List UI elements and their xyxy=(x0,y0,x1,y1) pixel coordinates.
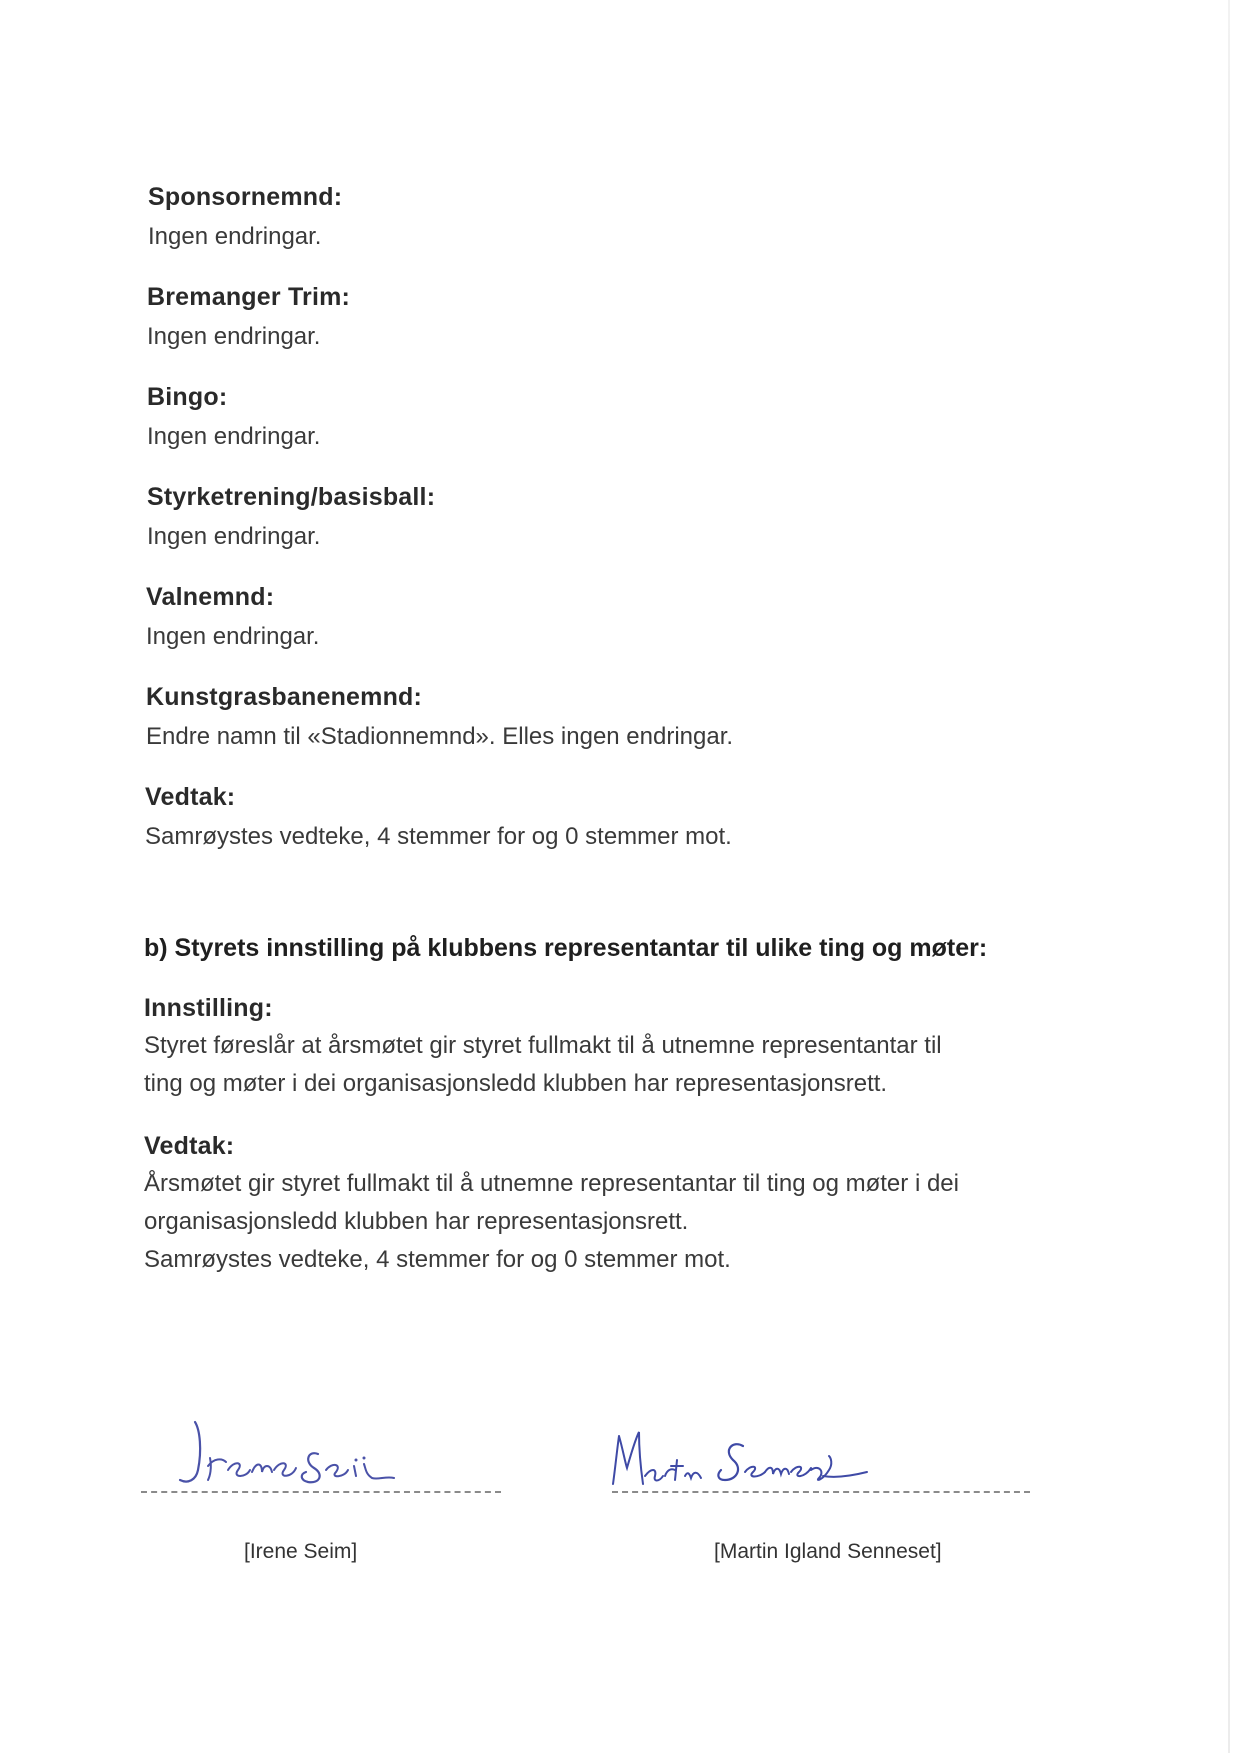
section-heading: Bremanger Trim: xyxy=(147,283,351,311)
signature-line xyxy=(612,1491,1030,1493)
section-text: Samrøystes vedteke, 4 stemmer for og 0 stemmer mot. xyxy=(145,823,732,850)
section-heading: Sponsornemnd: xyxy=(148,183,343,211)
section-bremanger-trim xyxy=(147,283,350,356)
handwritten-signature-irene xyxy=(150,1410,410,1500)
signature-printed-name: [Martin Igland Senneset] xyxy=(714,1540,942,1563)
section-text: Ingen endringar. xyxy=(147,423,321,450)
innstilling-heading: Innstilling: xyxy=(144,994,273,1022)
section-text: Endre namn til «Stadionnemnd». Elles ingen endringar. xyxy=(146,723,734,750)
section-text: Ingen endringar. xyxy=(146,623,320,650)
vedtak-line: organisasjonsledd klubben har representasjonsrett. xyxy=(144,1208,689,1235)
part-b-title: b) Styrets innstilling på klubbens representantar til ulike ting og møter: xyxy=(144,934,988,962)
section-heading: Styrketrening/basisball: xyxy=(147,483,436,511)
signature-line xyxy=(141,1491,501,1493)
vedtak-line: Årsmøtet gir styret fullmakt til å utnemne representantar til ting og møter i dei xyxy=(144,1170,959,1197)
innstilling-line: ting og møter i dei organisasjonsledd klubben har representasjonsrett. xyxy=(144,1070,888,1097)
section-text: Ingen endringar. xyxy=(147,323,321,350)
section-valnemnd xyxy=(146,583,319,656)
vedtak-line: Samrøystes vedteke, 4 stemmer for og 0 stemmer mot. xyxy=(144,1246,731,1273)
section-bingo xyxy=(147,383,320,456)
section-heading: Bingo: xyxy=(147,383,228,411)
section-sponsornemnd xyxy=(148,183,342,256)
section-text: Ingen endringar. xyxy=(147,523,321,550)
section-heading: Valnemnd: xyxy=(146,583,275,611)
section-vedtak-a xyxy=(145,783,732,856)
innstilling-line: Styret føreslår at årsmøtet gir styret fullmakt til å utnemne representantar til xyxy=(144,1032,942,1059)
scan-edge xyxy=(1228,0,1230,1753)
signature-printed-name: [Irene Seim] xyxy=(244,1540,358,1563)
handwritten-signature-martin xyxy=(605,1410,905,1500)
section-kunstgrasbanenemnd xyxy=(146,683,733,756)
section-heading: Vedtak: xyxy=(145,783,236,811)
vedtak-heading: Vedtak: xyxy=(144,1132,235,1160)
innstilling-block xyxy=(144,994,942,1103)
part-b xyxy=(144,934,987,963)
vedtak-b-block xyxy=(144,1132,959,1279)
section-styrketrening xyxy=(147,483,435,556)
section-heading: Kunstgrasbanenemnd: xyxy=(146,683,423,711)
section-text: Ingen endringar. xyxy=(148,223,322,250)
